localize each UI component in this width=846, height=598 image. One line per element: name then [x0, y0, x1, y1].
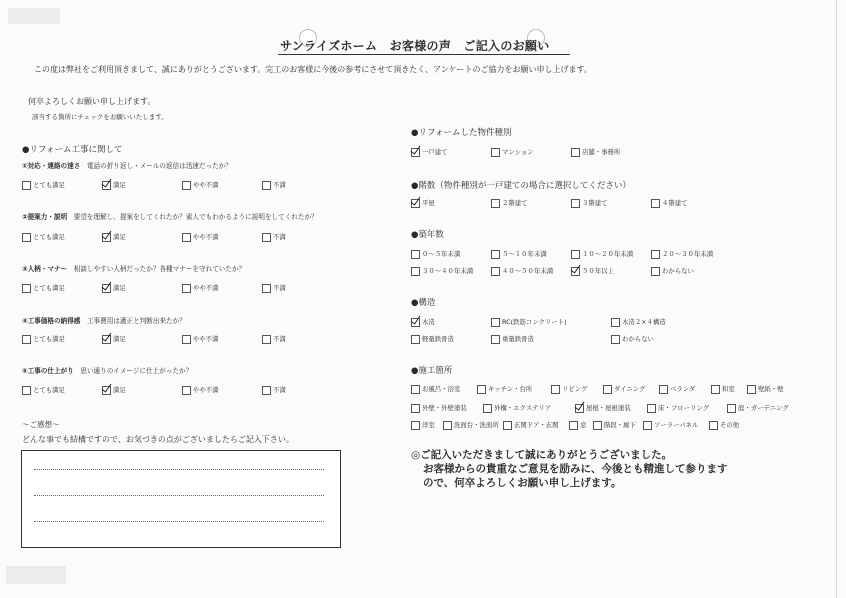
- structure-heading: ●構造: [411, 298, 436, 308]
- area-option-washitsu[interactable]: 和室: [711, 385, 735, 394]
- checkbox[interactable]: [262, 181, 271, 190]
- q5-option-satisfied[interactable]: 満足: [102, 386, 126, 395]
- structure-option-2x4[interactable]: 木造２×４構造: [611, 318, 666, 327]
- area-option-wallpaper[interactable]: 壁紙・壁: [747, 385, 784, 394]
- checkbox[interactable]: [262, 335, 271, 344]
- question-2: ②提案力・説明 要望を理解し、提案をしてくれたか？素人でもわかるように説明をしてくれたか？: [22, 213, 318, 221]
- kansou-label: 〜ご感想〜: [22, 420, 60, 429]
- checkbox[interactable]: [571, 250, 580, 259]
- checkbox-checked[interactable]: [102, 181, 111, 190]
- comment-line: [34, 521, 324, 522]
- area-option-other[interactable]: その他: [709, 421, 739, 430]
- checkbox[interactable]: [603, 385, 612, 394]
- q4-option-very-satisfied[interactable]: とても満足: [22, 335, 65, 344]
- area-option-stairs[interactable]: 階段・廊下: [593, 421, 636, 430]
- question-3: ③人柄・マナー 相談しやすい人柄だったか？各種マナーを守れていたか？: [22, 265, 246, 273]
- title-underline: [278, 54, 570, 55]
- scan-smudge-bottom: [6, 566, 66, 584]
- reform-heading: ●リフォーム工事に関して: [22, 145, 123, 155]
- question-5: ⑤工事の仕上がり 思い通りのイメージに仕上がったか？: [22, 367, 193, 375]
- thanks-line-3: ので、何卒よろしくお願い申し上げます。: [423, 477, 622, 489]
- age-option-5-10[interactable]: ５〜１０年未満: [491, 250, 547, 259]
- checkbox[interactable]: [651, 267, 660, 276]
- q2-option-slightly-dissatisfied[interactable]: やや不満: [182, 233, 219, 242]
- checkbox[interactable]: [22, 284, 31, 293]
- checkbox-checked[interactable]: [102, 284, 111, 293]
- q2-option-very-satisfied[interactable]: とても満足: [22, 233, 65, 242]
- q2-option-satisfied[interactable]: 満足: [102, 233, 126, 242]
- question-4: ④工事価格の納得感 工事費用は適正と判断出来たか？: [22, 317, 186, 325]
- area-option-floor[interactable]: 床・フローリング: [647, 404, 709, 413]
- checkbox[interactable]: [491, 148, 500, 157]
- page-edge: [836, 0, 837, 598]
- checkbox[interactable]: [727, 404, 736, 413]
- age-option-unknown[interactable]: わからない: [651, 267, 694, 276]
- structure-option-rc[interactable]: RC(鉄筋コンクリート): [491, 318, 567, 327]
- checkbox[interactable]: [182, 181, 191, 190]
- checkbox[interactable]: [411, 250, 420, 259]
- area-option-bath[interactable]: お風呂・浴室: [411, 385, 460, 394]
- checkbox[interactable]: [182, 284, 191, 293]
- thanks-line-1: ◎ご記入いただきまして誠にありがとうございました。: [411, 449, 673, 461]
- age-heading: ●築年数: [411, 230, 444, 240]
- property-option-shop[interactable]: 店舗・事務所: [571, 148, 620, 157]
- checkbox[interactable]: [611, 318, 620, 327]
- structure-option-heavy-steel[interactable]: 重量鉄骨造: [491, 335, 534, 344]
- checkbox[interactable]: [22, 386, 31, 395]
- checkbox-checked[interactable]: [102, 386, 111, 395]
- area-option-exterior[interactable]: 外構・エクステリア: [483, 404, 551, 413]
- checkbox[interactable]: [491, 335, 500, 344]
- checkbox-checked[interactable]: [571, 267, 580, 276]
- checkbox[interactable]: [643, 421, 652, 430]
- checkbox[interactable]: [491, 199, 500, 208]
- area-option-entrance[interactable]: 玄関ドア・玄関: [503, 421, 559, 430]
- checkbox[interactable]: [491, 267, 500, 276]
- floors-option-3[interactable]: ３階建て: [571, 199, 608, 208]
- area-option-living[interactable]: リビング: [551, 385, 587, 394]
- thanks-line-2: お客様からの貴重なご意見を励みに、今後とも精進して参ります: [423, 463, 728, 475]
- age-option-0-5[interactable]: ０〜５年未満: [411, 250, 460, 259]
- comment-line: [34, 469, 324, 470]
- age-option-10-20[interactable]: １０〜２０年未満: [571, 250, 633, 259]
- area-option-veranda[interactable]: ベランダ: [659, 385, 695, 394]
- q3-option-dissatisfied[interactable]: 不満: [262, 284, 286, 293]
- checkbox[interactable]: [262, 386, 271, 395]
- checkbox[interactable]: [411, 385, 420, 394]
- age-option-20-30[interactable]: ２０〜３０年未満: [651, 250, 713, 259]
- checkbox[interactable]: [262, 233, 271, 242]
- checkbox[interactable]: [651, 250, 660, 259]
- checkbox[interactable]: [411, 404, 420, 413]
- checkbox[interactable]: [483, 404, 492, 413]
- checkbox[interactable]: [571, 148, 580, 157]
- checkbox[interactable]: [491, 250, 500, 259]
- comment-box[interactable]: [21, 450, 341, 548]
- q3-option-satisfied[interactable]: 満足: [102, 284, 126, 293]
- age-option-50-plus[interactable]: ５０年以上: [571, 267, 614, 276]
- checkbox[interactable]: [711, 385, 720, 394]
- checkbox[interactable]: [182, 233, 191, 242]
- checkbox-checked[interactable]: [411, 318, 420, 327]
- floors-heading: ●階数（物件種別が一戸建ての場合に選択してください）: [411, 181, 631, 191]
- checkbox[interactable]: [411, 421, 420, 430]
- q1-option-dissatisfied[interactable]: 不満: [262, 181, 286, 190]
- checkbox[interactable]: [411, 267, 420, 276]
- area-option-exterior-wall[interactable]: 外壁・外壁塗装: [411, 404, 467, 413]
- q5-option-very-satisfied[interactable]: とても満足: [22, 386, 65, 395]
- area-option-dining[interactable]: ダイニング: [603, 385, 645, 394]
- checkbox[interactable]: [491, 318, 500, 327]
- area-option-solar[interactable]: ソーラーパネル: [643, 421, 698, 430]
- q3-option-slightly-dissatisfied[interactable]: やや不満: [182, 284, 219, 293]
- checkbox[interactable]: [411, 335, 420, 344]
- age-option-30-40[interactable]: ３０〜４０年未満: [411, 267, 473, 276]
- q5-option-slightly-dissatisfied[interactable]: やや不満: [182, 386, 219, 395]
- q1-option-very-satisfied[interactable]: とても満足: [22, 181, 65, 190]
- checkbox-checked[interactable]: [102, 335, 111, 344]
- checkbox[interactable]: [443, 421, 452, 430]
- checkbox[interactable]: [647, 404, 656, 413]
- structure-option-light-steel[interactable]: 軽量鉄骨造: [411, 335, 454, 344]
- checkbox[interactable]: [22, 181, 31, 190]
- checkbox[interactable]: [709, 421, 718, 430]
- floors-option-2[interactable]: ２階建て: [491, 199, 528, 208]
- checkbox-checked[interactable]: [575, 404, 584, 413]
- area-option-kitchen[interactable]: キッチン・台所: [477, 385, 532, 394]
- checkbox[interactable]: [22, 233, 31, 242]
- intro-text: この度は弊社をご利用頂きまして、誠にありがとうございます。完工のお客様に今後の参考にさせて頂きたく、アンケートのご協力をお願い申し上げます。: [34, 65, 592, 74]
- q2-option-dissatisfied[interactable]: 不満: [262, 233, 286, 242]
- floors-option-1[interactable]: 平屋: [411, 199, 435, 208]
- checkbox[interactable]: [182, 335, 191, 344]
- comment-line: [34, 495, 324, 496]
- instruction-text: 該当する箇所にチェックをお願いいたします。: [32, 113, 168, 121]
- q1-option-slightly-dissatisfied[interactable]: やや不満: [182, 181, 219, 190]
- checkbox[interactable]: [659, 385, 668, 394]
- structure-option-wood[interactable]: 木造: [411, 318, 435, 327]
- q4-option-slightly-dissatisfied[interactable]: やや不満: [182, 335, 219, 344]
- checkbox[interactable]: [477, 385, 486, 394]
- area-option-garden[interactable]: 庭・ガーデニング: [727, 404, 789, 413]
- areas-heading: ●施工箇所: [411, 366, 453, 376]
- question-1: ①対応・連絡の速さ 電話の折り返し・メールの返信は迅速だったか？: [22, 162, 232, 170]
- checkbox[interactable]: [611, 335, 620, 344]
- greeting-text: 何卒よろしくお願い申し上げます。: [28, 97, 156, 106]
- floors-option-4[interactable]: ４階建て: [651, 199, 688, 208]
- checkbox[interactable]: [569, 421, 578, 430]
- checkbox-checked[interactable]: [411, 199, 420, 208]
- area-option-washroom[interactable]: 洗面台・洗面所: [443, 421, 499, 430]
- checkbox[interactable]: [182, 386, 191, 395]
- q4-option-satisfied[interactable]: 満足: [102, 335, 126, 344]
- checkbox[interactable]: [262, 284, 271, 293]
- area-option-roof[interactable]: 屋根・屋根塗装: [575, 404, 631, 413]
- area-option-western-room[interactable]: 洋室: [411, 421, 435, 430]
- checkbox[interactable]: [22, 335, 31, 344]
- property-option-house[interactable]: 一戸建て: [411, 148, 448, 157]
- q5-option-dissatisfied[interactable]: 不満: [262, 386, 286, 395]
- checkbox[interactable]: [747, 385, 756, 394]
- checkbox[interactable]: [551, 385, 560, 394]
- q4-option-dissatisfied[interactable]: 不満: [262, 335, 286, 344]
- checkbox[interactable]: [503, 421, 512, 430]
- checkbox[interactable]: [593, 421, 602, 430]
- kansou-text: どんな事でも結構ですので、お気づきの点がございましたらご記入下さい。: [22, 435, 294, 444]
- checkbox-checked[interactable]: [102, 233, 111, 242]
- property-option-mansion[interactable]: マンション: [491, 148, 534, 157]
- page-title: サンライズホーム お客様の声 ご記入のお願い: [280, 39, 550, 53]
- checkbox[interactable]: [651, 199, 660, 208]
- area-option-window[interactable]: 窓: [569, 421, 586, 430]
- q1-option-satisfied[interactable]: 満足: [102, 181, 126, 190]
- property-heading: ●リフォームした物件種別: [411, 128, 512, 138]
- structure-option-unknown[interactable]: わからない: [611, 335, 654, 344]
- age-option-40-50[interactable]: ４０〜５０年未満: [491, 267, 553, 276]
- scan-smudge-top: [8, 8, 60, 24]
- checkbox-checked[interactable]: [411, 148, 420, 157]
- q3-option-very-satisfied[interactable]: とても満足: [22, 284, 65, 293]
- checkbox[interactable]: [571, 199, 580, 208]
